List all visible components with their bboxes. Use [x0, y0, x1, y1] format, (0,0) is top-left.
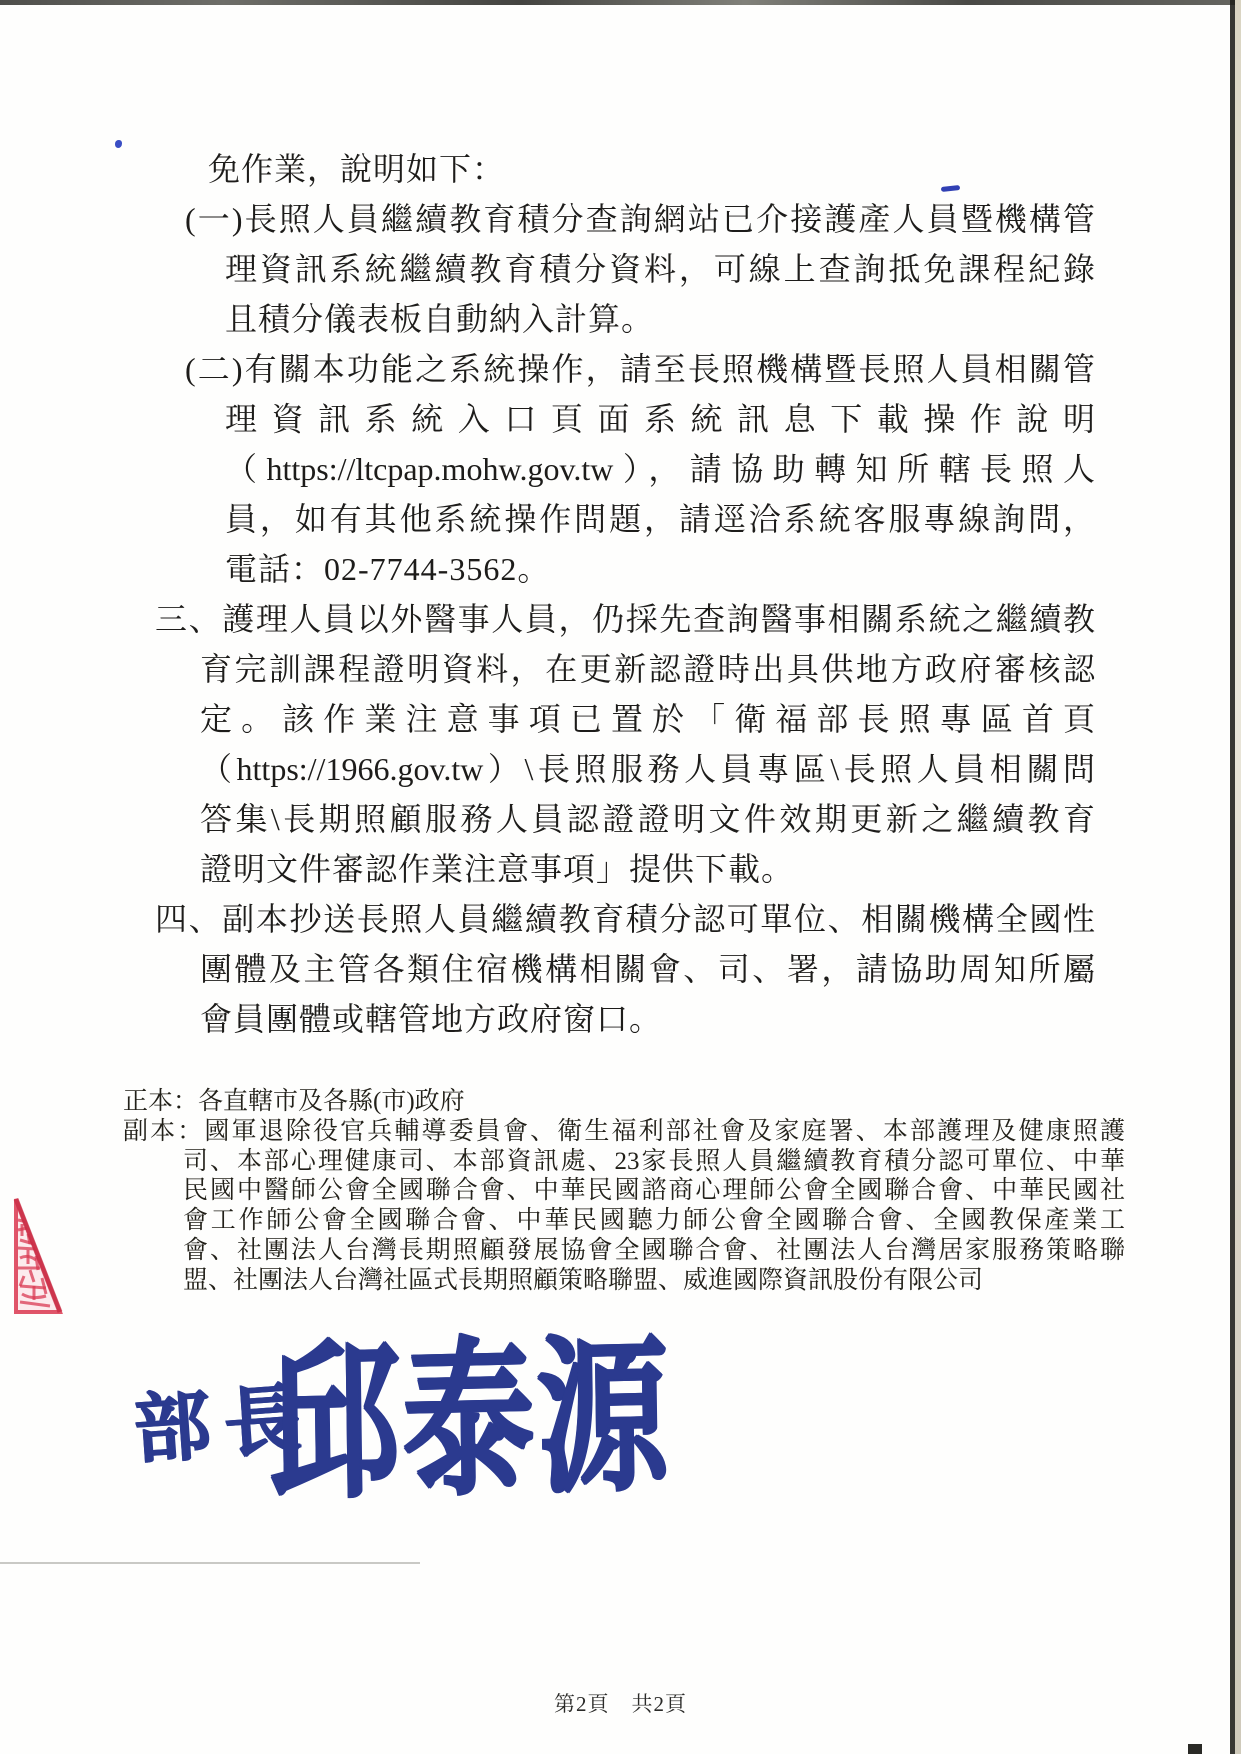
- body-line: 育完訓課程證明資料，在更新認證時出具供地方政府審核認: [200, 651, 1095, 687]
- body-line: 三、護理人員以外醫事人員，仍採先查詢醫事相關系統之繼續教: [155, 601, 1095, 637]
- recipient-line: 正本：各直轄市及各縣(市)政府: [123, 1088, 465, 1115]
- scan-artifact-corner-mark: [1188, 1744, 1202, 1754]
- recipient-line: 副本：國軍退除役官兵輔導委員會、衛生福利部社會及家庭署、本部護理及健康照護: [123, 1117, 1125, 1145]
- body-line: 員，如有其他系統操作問題，請逕洽系統客服專線詢問，: [225, 501, 1095, 537]
- letter-body: [0, 144, 1241, 1044]
- body-line: 四、副本抄送長照人員繼續教育積分認可單位、相關機構全國性: [155, 901, 1095, 937]
- body-line: 證明文件審認作業注意事項」提供下載。: [200, 851, 795, 887]
- scan-artifact-faint-line: [0, 1562, 420, 1564]
- body-line: 團體及主管各類住宿機構相關會、司、署，請協助周知所屬: [200, 951, 1095, 987]
- page-number: 第2頁 共2頁: [554, 1692, 687, 1716]
- scan-artifact-top-edge: [0, 0, 1241, 5]
- minister-title: 部長: [130, 1376, 317, 1474]
- recipient-line: 會、社團法人台灣長期照顧發展協會全國聯合會、社團法人台灣居家服務策略聯: [183, 1236, 1125, 1264]
- body-line: 會員團體或轄管地方政府窗口。: [200, 1001, 663, 1037]
- recipient-line: 民國中醫師公會全國聯合會、中華民國諮商心理師公會全國聯合會、中華民國社: [183, 1177, 1125, 1205]
- body-line: 電話：02-7744-3562。: [225, 551, 551, 587]
- body-line: 且積分儀表板自動納入計算。: [225, 301, 655, 337]
- body-line: 理資訊系統入口頁面系統訊息下載操作說明: [225, 401, 1095, 437]
- recipients-block: [0, 1087, 1241, 1296]
- body-line: （https://1966.gov.tw）\長照服務人員專區\長照人員相關問: [200, 751, 1095, 787]
- body-line: (一)長照人員繼續教育積分查詢網站已介接護產人員暨機構管: [185, 201, 1095, 237]
- body-line: 定。該作業注意事項已置於「衛福部長照專區首頁: [200, 701, 1095, 737]
- body-line: 答集\長期照顧服務人員認證證明文件效期更新之繼續教育: [200, 801, 1095, 837]
- recipient-line: 會工作師公會全國聯合會、中華民國聽力師公會全國聯合會、全國教保產業工: [183, 1207, 1125, 1235]
- body-line: （https://ltcpap.mohw.gov.tw），請協助轉知所轄長照人: [225, 451, 1095, 487]
- body-line: 理資訊系統繼續教育積分資料，可線上查詢抵免課程紀錄: [225, 251, 1095, 287]
- minister-signature: 邱泰源: [266, 1323, 672, 1519]
- recipient-line: 司、本部心理健康司、本部資訊處、23家長照人員繼續教育積分認可單位、中華: [183, 1147, 1125, 1175]
- body-line: (二)有關本功能之系統操作，請至長照機構暨長照人員相關管: [185, 351, 1095, 387]
- recipient-line: 盟、社團法人台灣社區式長期照顧策略聯盟、威進國際資訊股份有限公司: [183, 1266, 984, 1294]
- body-line: 免作業，說明如下：: [208, 151, 506, 187]
